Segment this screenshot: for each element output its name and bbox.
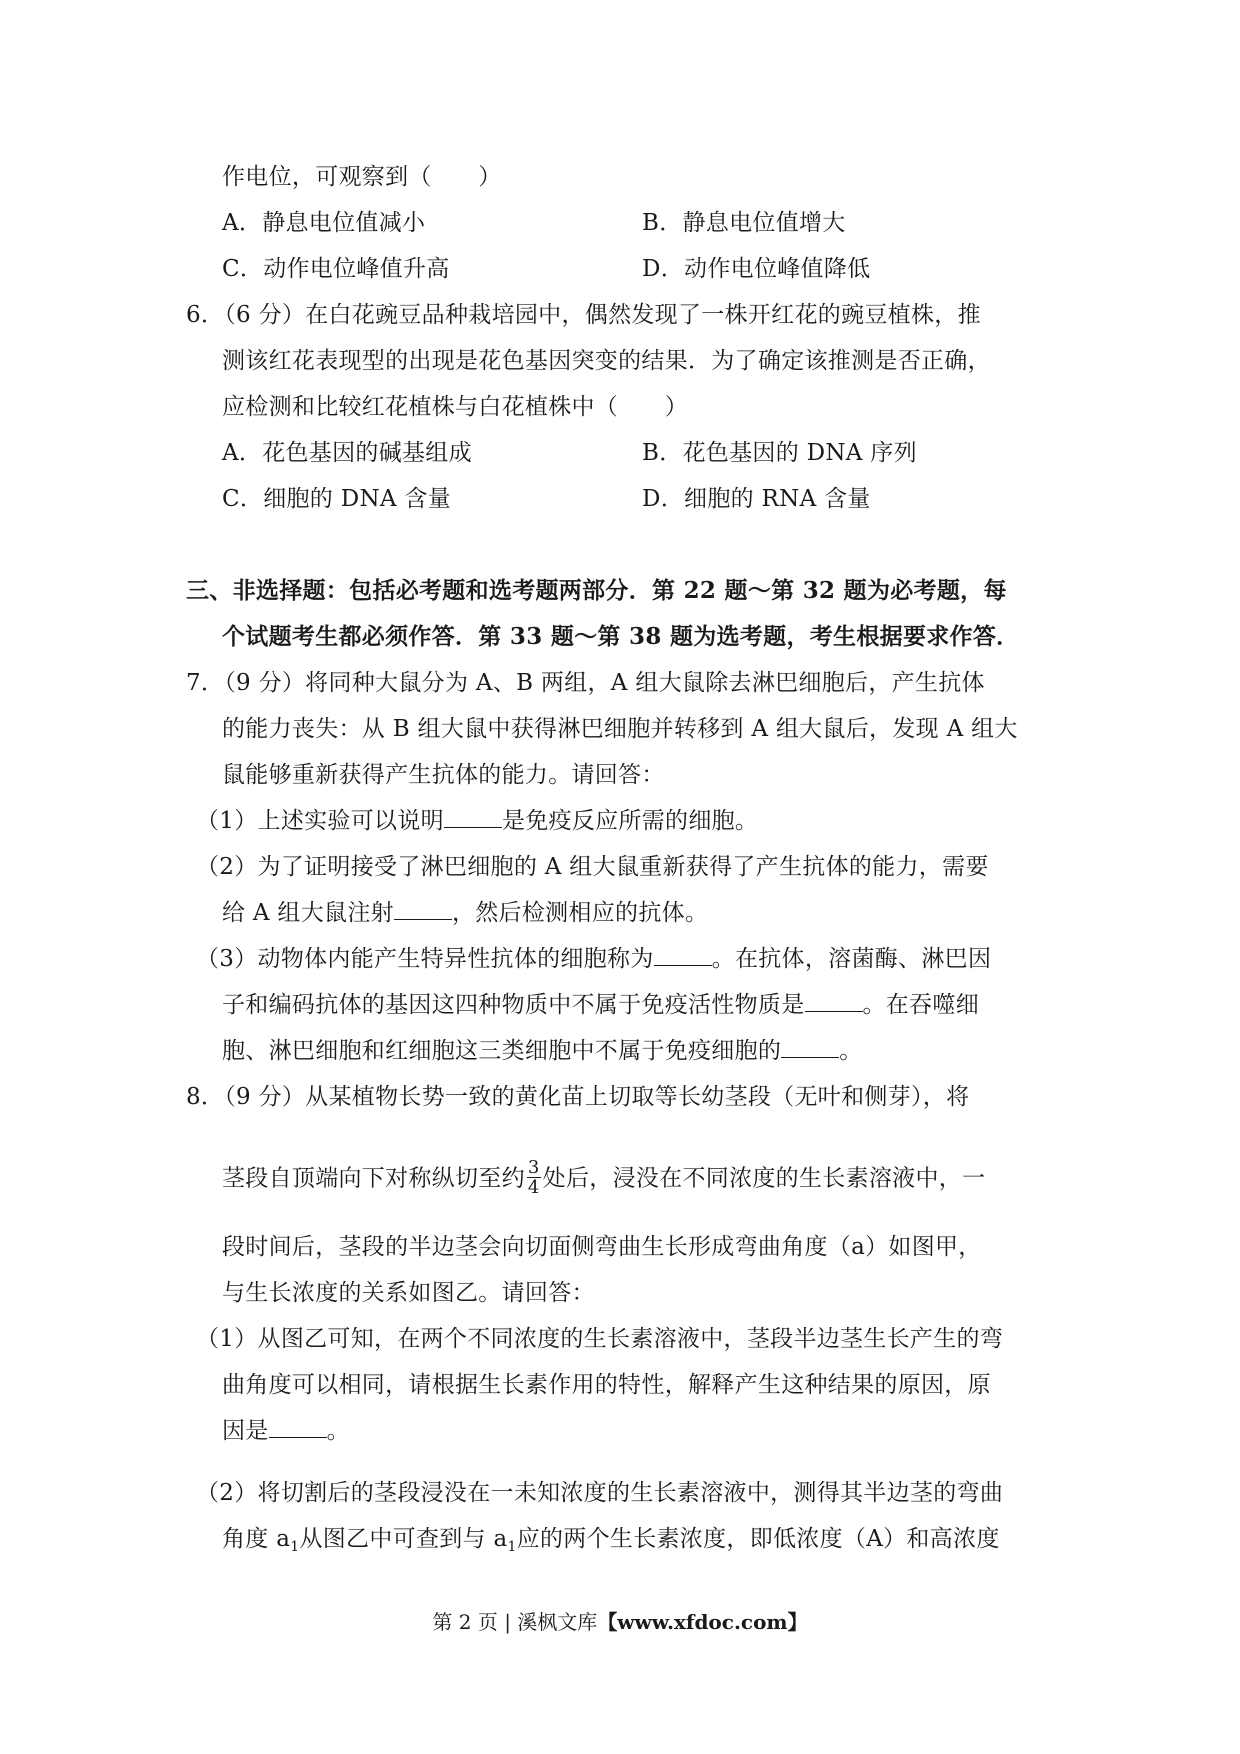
page-footer	[0, 1609, 1240, 1635]
q7-part-3-line-1: （3）动物体内能产生特异性抗体的细胞称为 。在抗体，溶菌酶、淋巴因	[196, 946, 992, 972]
q8-part-2-line-2: 角度 $a_1$从图乙中可查到与 $a_1$应的两个生长素浓度，即低浓度（A）和高浓度	[222, 1526, 1000, 1555]
answer-blank[interactable]	[805, 991, 863, 1012]
q5-option-c: C．动作电位峰值升高	[222, 256, 450, 282]
q5-option-b: B．静息电位值增大	[642, 210, 846, 236]
section-3-heading-line-1: 三、非选择题：包括必考题和选考题两部分．第 22 题～第 32 题为必考题，每	[186, 577, 1007, 604]
q8-part-1-line-2: 曲角度可以相同，请根据生长素作用的特性，解释产生这种结果的原因，原	[222, 1372, 991, 1398]
answer-blank[interactable]	[394, 899, 452, 920]
q8-part-1-line-3: 因是 。	[222, 1418, 350, 1444]
answer-blank[interactable]	[654, 945, 712, 966]
q8-part-1-line-1: （1）从图乙可知，在两个不同浓度的生长素溶液中，茎段半边茎生长产生的弯	[196, 1326, 1004, 1352]
footer-site-link[interactable]: 【www.xfdoc.com】	[597, 1610, 808, 1634]
answer-blank[interactable]	[781, 1037, 839, 1058]
q8-line-3: 段时间后，茎段的半边茎会向切面侧弯曲生长形成弯曲角度（a）如图甲，	[222, 1234, 982, 1260]
q7-line-1: 7．（9 分）将同种大鼠分为 A、B 两组，A 组大鼠除去淋巴细胞后，产生抗体	[186, 670, 985, 696]
q5-tail-line: 作电位，可观察到（ ）	[222, 164, 502, 190]
section-3-heading-line-2: 个试题考生都必须作答．第 33 题～第 38 题为选考题，考生根据要求作答．	[222, 623, 1020, 650]
q6-option-d: D．细胞的 RNA 含量	[642, 486, 871, 512]
q8-line-4: 与生长浓度的关系如图乙。请回答：	[222, 1280, 595, 1306]
fraction-three-quarters: $\frac{3}{4}$	[527, 1157, 540, 1198]
footer-page-label: 第 2 页 | 溪枫文库	[432, 1610, 598, 1634]
q6-line-1: 6．（6 分）在白花豌豆品种栽培园中，偶然发现了一株开红花的豌豆植株，推	[186, 302, 981, 328]
q7-line-3: 鼠能够重新获得产生抗体的能力。请回答：	[222, 762, 665, 788]
q7-part-2-line-2: 给 A 组大鼠注射 ，然后检测相应的抗体。	[222, 900, 709, 926]
answer-blank[interactable]	[269, 1417, 327, 1438]
q6-line-3: 应检测和比较红花植株与白花植株中（ ）	[222, 394, 688, 420]
q8-part-2-line-1: （2）将切割后的茎段浸没在一未知浓度的生长素溶液中，测得其半边茎的弯曲	[196, 1480, 1004, 1506]
q6-option-c: C．细胞的 DNA 含量	[222, 486, 451, 512]
q6-line-2: 测该红花表现型的出现是花色基因突变的结果．为了确定该推测是否正确，	[222, 348, 991, 374]
q7-part-2-line-1: （2）为了证明接受了淋巴细胞的 A 组大鼠重新获得了产生抗体的能力，需要	[196, 854, 989, 880]
q6-option-a: A．花色基因的碱基组成	[222, 440, 472, 466]
q8-line-2: 茎段自顶端向下对称纵切至约 $\frac{3}{4}$ 处后，浸没在不同浓度的生长素溶液中，一	[222, 1157, 986, 1198]
answer-blank[interactable]	[444, 807, 502, 828]
q7-line-2: 的能力丧失：从 B 组大鼠中获得淋巴细胞并转移到 A 组大鼠后，发现 A 组大	[222, 716, 1018, 742]
q8-line-1: 8．（9 分）从某植物长势一致的黄化苗上切取等长幼茎段（无叶和侧芽），将	[186, 1084, 970, 1110]
q5-option-a: A．静息电位值减小	[222, 210, 426, 236]
q6-option-b: B．花色基因的 DNA 序列	[642, 440, 917, 466]
q7-part-3-line-3: 胞、淋巴细胞和红细胞这三类细胞中不属于免疫细胞的 。	[222, 1038, 863, 1064]
q5-option-d: D．动作电位峰值降低	[642, 256, 871, 282]
q7-part-1: （1）上述实验可以说明 是免疫反应所需的细胞。	[196, 808, 759, 834]
q7-part-3-line-2: 子和编码抗体的基因这四种物质中不属于免疫活性物质是 。在吞噬细	[222, 992, 979, 1018]
